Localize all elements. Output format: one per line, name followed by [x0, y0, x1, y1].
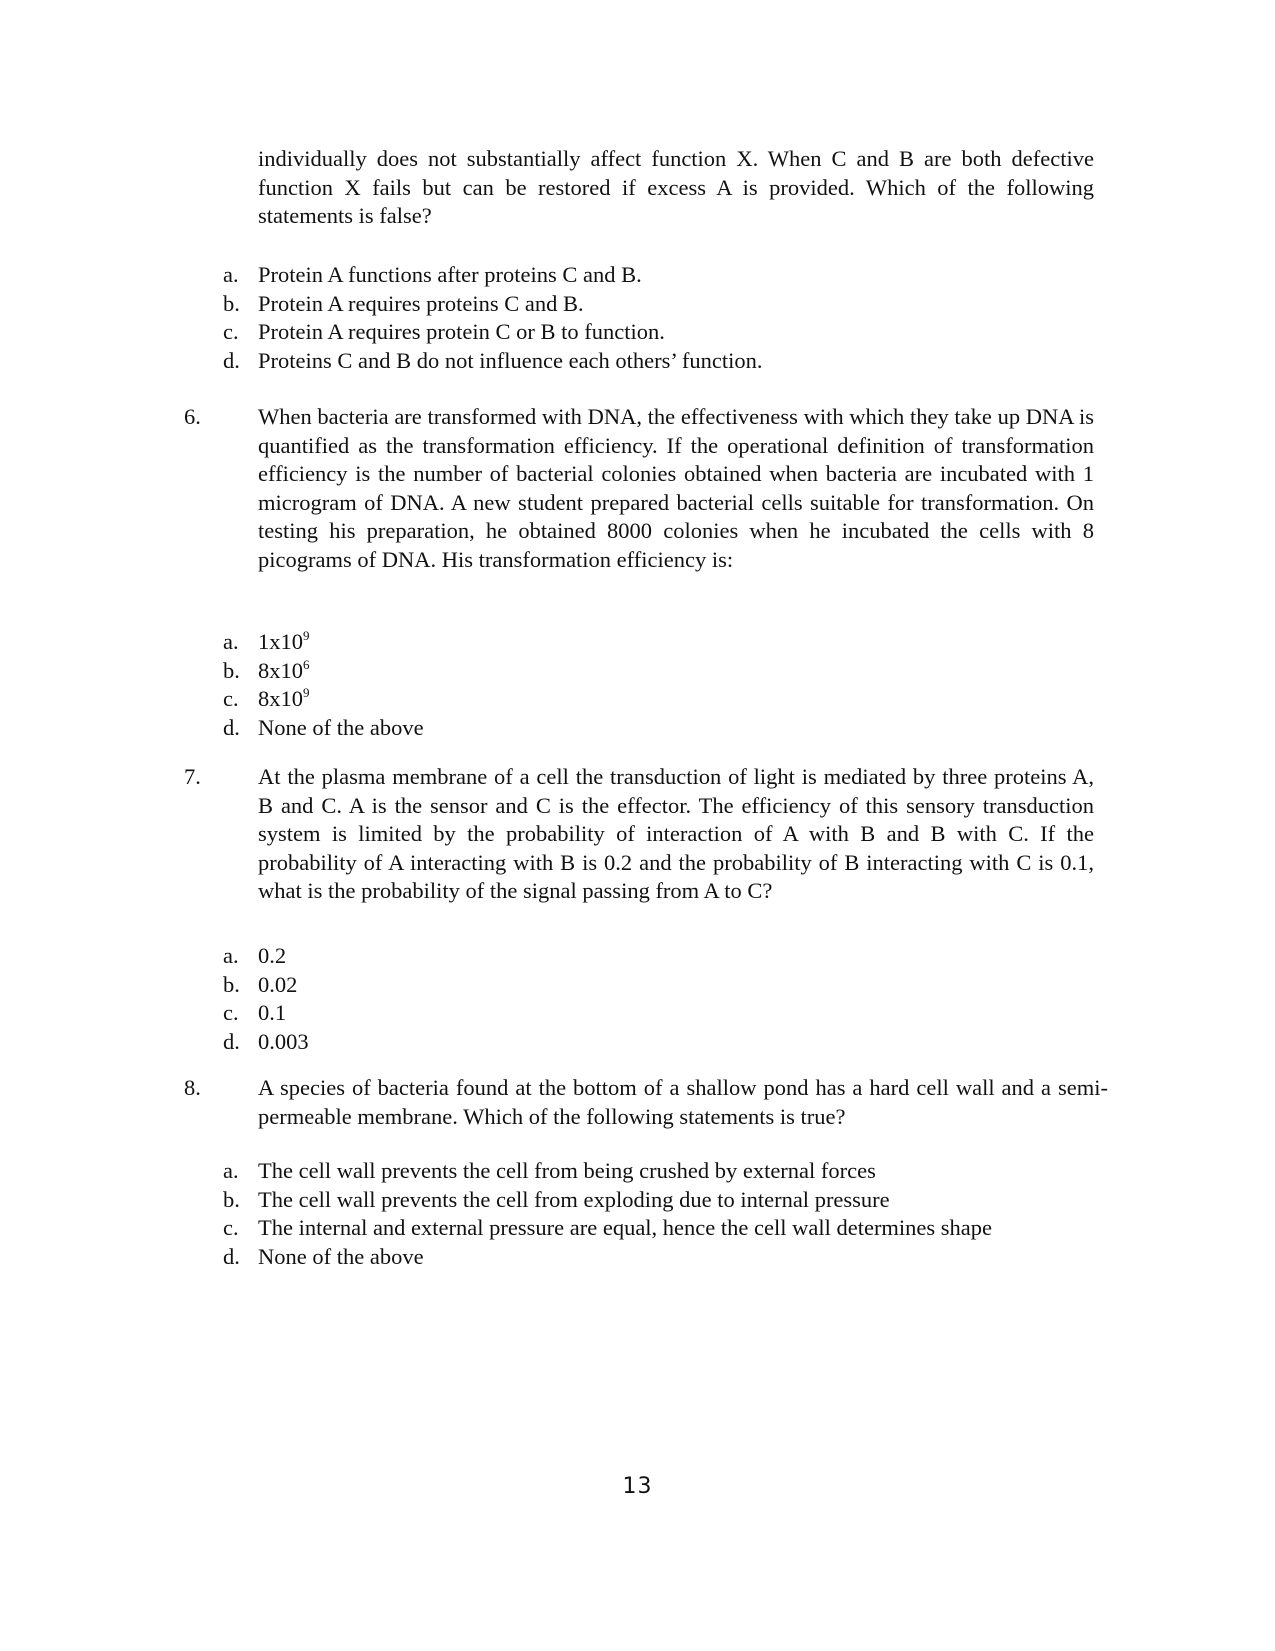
- option-text: 0.02: [258, 971, 298, 997]
- option-letter: d.: [223, 347, 240, 373]
- question-5-stem: individually does not substantially affect function X. When C and B are both defective function X fails but can be restored if excess A is provided. Which of the following statements is false?: [258, 146, 1094, 228]
- option-text: None of the above: [258, 1243, 424, 1269]
- option-text: $8x10^6$: [258, 656, 310, 683]
- option-item: [0, 999, 1275, 1028]
- option-letter: d.: [223, 714, 240, 740]
- option-text: The cell wall prevents the cell from being crushed by external forces: [258, 1158, 876, 1183]
- option-item: [0, 347, 1275, 376]
- option-letter: a.: [223, 262, 239, 287]
- option-item: [0, 1186, 1275, 1215]
- exponent: 9: [303, 628, 310, 643]
- option-letter: c.: [223, 1215, 239, 1240]
- option-letter: a.: [223, 943, 239, 968]
- option-item: [0, 942, 1275, 971]
- option-text: 0.003: [258, 1028, 309, 1054]
- question-7-options: [0, 942, 1275, 1056]
- option-letter: c.: [223, 1000, 239, 1025]
- option-text: 0.1: [258, 1000, 287, 1025]
- option-letter: b.: [223, 1186, 240, 1212]
- option-letter: a.: [223, 629, 239, 654]
- option-text: Protein A requires proteins C and B.: [258, 290, 584, 316]
- option-text: $1x10^9$: [258, 628, 310, 654]
- option-item: [0, 318, 1275, 347]
- option-item: [0, 971, 1275, 1000]
- question-7-stem: At the plasma membrane of a cell the transduction of light is mediated by three proteins A, B and C. A is the sensor and C is the effector. The efficiency of this sensory transduction system is limited by the probability of interaction of A with B and B with C. If the probability of A interacting with B is 0.2 and the probability of B interacting with C is 0.1, what is the probability of the signal passing from A to C?: [258, 764, 1094, 903]
- page-number: 13: [622, 1474, 653, 1499]
- question-7-number: 7.: [184, 764, 201, 789]
- option-letter: a.: [223, 1158, 239, 1183]
- option-item: [0, 657, 1275, 686]
- exponent: 6: [303, 656, 310, 672]
- option-text: Protein A requires protein C or B to function.: [258, 319, 665, 344]
- option-letter: c.: [223, 686, 239, 711]
- option-letter: b.: [223, 971, 240, 997]
- option-item: [0, 1214, 1275, 1243]
- option-text: Protein A functions after proteins C and B.: [258, 262, 642, 287]
- question-6-options: [0, 628, 1275, 742]
- option-letter: b.: [223, 290, 240, 316]
- option-item: [0, 685, 1275, 714]
- question-5-options: [0, 261, 1275, 375]
- option-item: [0, 714, 1275, 743]
- option-text: Proteins C and B do not influence each others’ function.: [258, 347, 763, 373]
- option-item: [0, 1243, 1275, 1272]
- option-item: [0, 290, 1275, 319]
- option-letter: b.: [223, 657, 240, 683]
- option-letter: c.: [223, 319, 239, 344]
- question-8-options: [0, 1157, 1275, 1271]
- option-text: None of the above: [258, 714, 424, 740]
- option-letter: d.: [223, 1243, 240, 1269]
- option-item: [0, 1028, 1275, 1057]
- question-8-number: 8.: [184, 1075, 201, 1100]
- option-item: [0, 628, 1275, 657]
- option-text: The cell wall prevents the cell from exploding due to internal pressure: [258, 1186, 890, 1212]
- exponent: 9: [303, 685, 310, 700]
- question-8-stem: A species of bacteria found at the bottom of a shallow pond has a hard cell wall and a semi-permeable membrane. Which of the following statements is true?: [258, 1075, 1108, 1129]
- option-text: $8x10^9$: [258, 685, 310, 711]
- question-6-stem: When bacteria are transformed with DNA, the effectiveness with which they take up DNA is quantified as the transformation efficiency. If the operational definition of transformation efficiency is the number of bacterial colonies obtained when bacteria are incubated with 1 microgram of DNA. A new student prepared bacterial cells suitable for transformation. On testing his preparation, he obtained 8000 colonies when he incubated the cells with 8 picograms of DNA. His transformation efficiency is:: [258, 404, 1094, 572]
- option-letter: d.: [223, 1028, 240, 1054]
- question-6-number: 6.: [184, 404, 201, 429]
- option-text: The internal and external pressure are equal, hence the cell wall determines shape: [258, 1215, 993, 1240]
- option-item: [0, 261, 1275, 290]
- option-text: 0.2: [258, 943, 287, 968]
- option-item: [0, 1157, 1275, 1186]
